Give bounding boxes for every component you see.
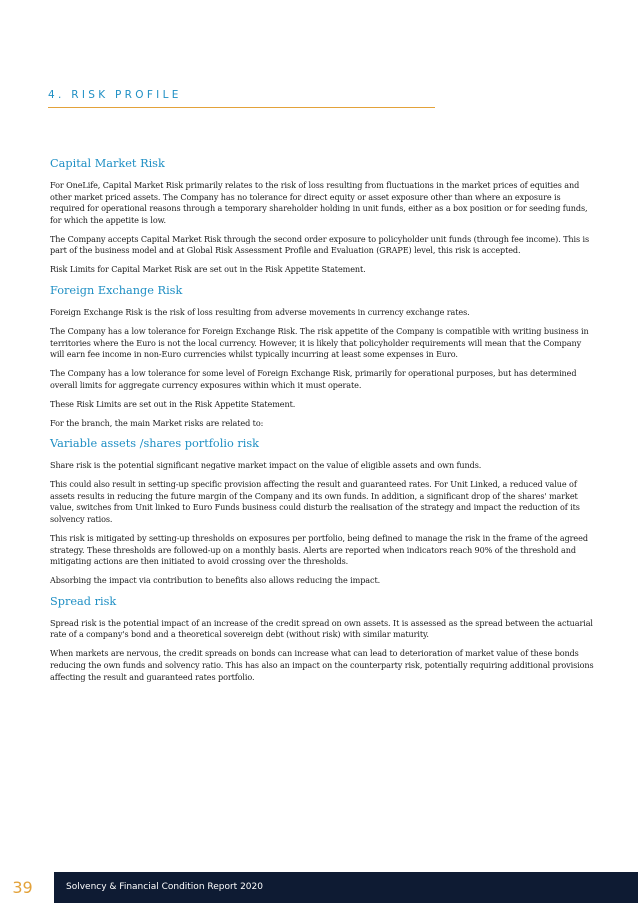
section-label: 4. RISK PROFILE (48, 89, 182, 101)
section-capital-market-risk (50, 157, 596, 276)
main-content (50, 157, 596, 691)
section-variable-assets-risk (50, 437, 596, 587)
paragraph: Absorbing the impact via contribution to benefits also allows reducing the impact. (50, 575, 381, 586)
paragraph: This risk is mitigated by setting-up thresholds on exposures per portfolio, being defined to manage the risk in the frame of the agreed strategy. These thresholds are followed-up on a monthly basis. Alerts are reported when indicators reach 90% of the threshold and mitigating actions are then initiated to avoid crossing over the thresholds. (50, 533, 588, 567)
section-heading: Variable assets /shares portfolio risk (50, 437, 259, 451)
paragraph: The Company has a low tolerance for Foreign Exchange Risk. The risk appetite of the Company is compatible with writing business in territories where the Euro is not the local currency. However, it is likely that policyholder requirements will mean that the Company will earn fee income in non-Euro currencies whilst typically incurring at least some expenses in Euro. (50, 325, 589, 360)
section-heading: Foreign Exchange Risk (50, 283, 183, 297)
section-heading: Spread risk (50, 594, 117, 608)
paragraph: The Company accepts Capital Market Risk through the second order exposure to policyholder unit funds (through fee income). This is part of the business model and at Global Risk Assessment Profile and Evaluation (GRAPE) level, this risk is accepted. (50, 233, 590, 256)
footer-bar (54, 872, 638, 903)
paragraph: This could also result in setting-up specific provision affecting the result and guaranteed rates. For Unit Linked, a reduced value of assets results in reducing the future margin of the Company and its own funds. In addition, a significant drop of the shares' market value, switches from Unit linked to Euro Funds business could disturb the realisation of the strategy and impact the reduction of its solvency ratios. (50, 479, 580, 525)
report-title: Solvency & Financial Condition Report 2020 (66, 882, 263, 892)
paragraph: Spread risk is the potential impact of an increase of the credit spread on own assets. It is assessed as the spread between the actuarial rate of a company's bond and a theoretical sovereign debt (without risk) with similar maturity. (50, 617, 593, 640)
paragraph: Share risk is the potential significant negative market impact on the value of eligible assets and own funds. (50, 460, 482, 471)
section-divider (48, 107, 435, 108)
section-spread-risk (50, 595, 596, 683)
paragraph: When markets are nervous, the credit spreads on bonds can increase what can lead to deterioration of market value of these bonds reducing the own funds and solvency ratio. This has also an impact on the counterparty risk, potentially requiring additional provisions affecting the result and guaranteed rates portfolio. (50, 648, 594, 682)
paragraph: Foreign Exchange Risk is the risk of loss resulting from adverse movements in currency exchange rates. (50, 306, 470, 317)
paragraph: The Company has a low tolerance for some level of Foreign Exchange Risk, primarily for operational purposes, but has determined overall limits for aggregate currency exposures within which it must operate. (50, 368, 577, 390)
section-foreign-exchange-risk (50, 284, 596, 429)
paragraph: For the branch, the main Market risks are related to: (50, 417, 264, 428)
section-heading: Capital Market Risk (50, 157, 165, 170)
page-number: 39 (12, 878, 33, 897)
paragraph: For OneLife, Capital Market Risk primarily relates to the risk of loss resulting from fluctuations in the market prices of equities and other market priced assets. The Company has no tolerance for direct equity or asset exposure other than where an exposure is required for operational reasons through a temporary shareholder holding in unit funds, either as a box position or for seeding funds, for which the appetite is low. (50, 180, 588, 225)
paragraph: Risk Limits for Capital Market Risk are set out in the Risk Appetite Statement. (50, 264, 366, 275)
paragraph: These Risk Limits are set out in the Risk Appetite Statement. (50, 398, 296, 409)
